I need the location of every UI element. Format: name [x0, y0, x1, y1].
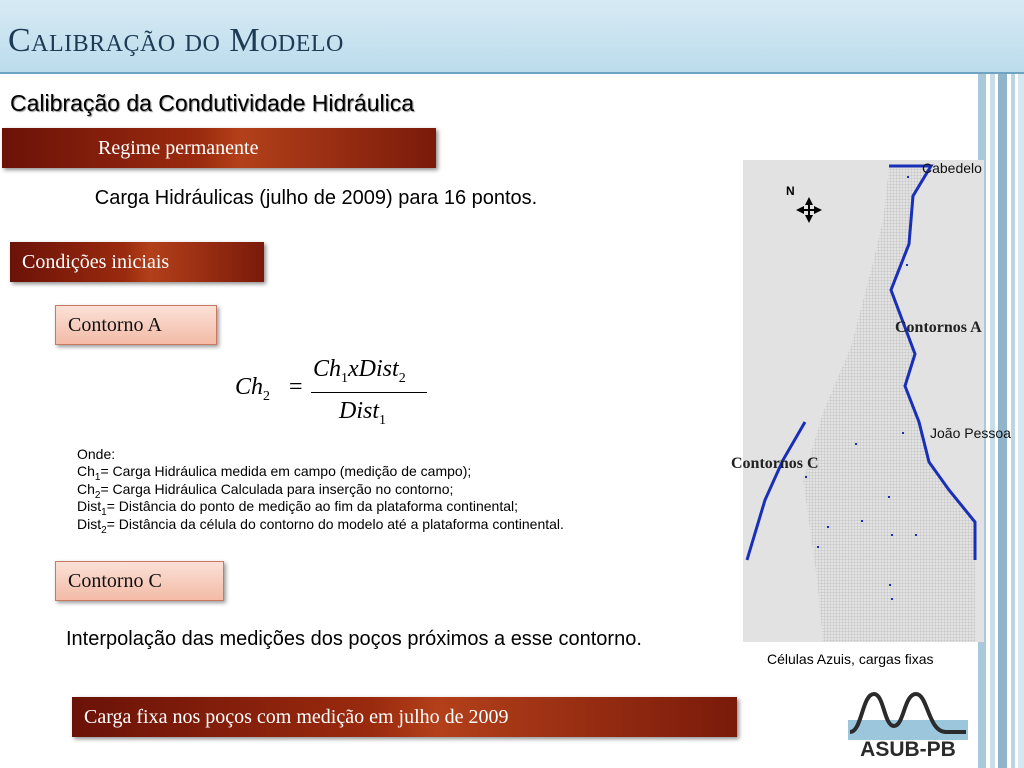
north-label: N: [786, 184, 795, 198]
model-domain-area: [803, 166, 975, 642]
formula-numerator: $Ch_1xDist_2$: [313, 356, 406, 386]
contorno-a-label: Contorno A: [68, 313, 162, 336]
carga-fixa-label: Carga fixa nos poços com medição em julho de 2009: [84, 705, 509, 728]
right-decorative-stripes: [978, 74, 1024, 768]
condicoes-iniciais-banner: [10, 242, 264, 282]
carga-fixa-banner: [72, 697, 737, 737]
slide-title: Calibração do Modelo: [8, 22, 344, 59]
asub-pb-logo: [848, 688, 968, 764]
logo-text: ASUB-PB: [860, 738, 956, 761]
definition-dist1: Dist$_1$= Distância do ponto de medição ao fim da plataforma continental;: [77, 498, 518, 519]
model-domain-svg: [743, 160, 984, 642]
joao-pessoa-label: João Pessoa: [930, 425, 1011, 441]
definition-ch2: $Ch_2=$ Carga Hidráulica Calculada para inserção no contorno;: [77, 480, 454, 501]
model-grid-map: [743, 160, 984, 642]
contornos-a-label: Contornos A: [895, 319, 982, 336]
calibration-formula: [235, 356, 435, 434]
carga-hidraulica-text: Carga Hidráulicas (julho de 2009) para 16 pontos.: [94, 187, 538, 209]
cabedelo-label: Cabedelo: [922, 160, 982, 176]
formula-lhs: $Ch_2$: [235, 374, 271, 404]
contornos-c-label: Contornos C: [731, 455, 819, 472]
regime-permanente-label: Regime permanente: [98, 136, 259, 159]
formula-lhs-sub: 2: [263, 388, 271, 404]
contorno-c-boundary: [747, 422, 805, 560]
interpolacao-text: Interpolação das medições dos poços próximos a esse contorno.: [66, 628, 642, 650]
contorno-c-label: Contorno C: [68, 569, 162, 592]
map-caption: Células Azuis, cargas fixas: [767, 651, 934, 667]
contorno-c-box: [55, 561, 224, 601]
contorno-a-box: [55, 305, 217, 345]
regime-permanente-banner: [2, 128, 436, 168]
compass-icon: [794, 195, 824, 225]
onde-label: Onde:: [77, 446, 116, 462]
definition-ch1: $Ch_1=$ Carga Hidráulica medida em campo (medição de campo);: [77, 463, 472, 484]
formula-fraction-line: [311, 392, 427, 393]
formula-equals: =: [289, 374, 303, 400]
section-subtitle: Calibração da Condutividade Hidráulica: [10, 90, 415, 116]
definition-dist2: Dist$_2$= Distância da célula do contorno do modelo até a plataforma continental.: [77, 515, 564, 536]
title-banner: [0, 0, 1024, 74]
wave-logo-icon: [848, 688, 968, 740]
condicoes-iniciais-label: Condições iniciais: [22, 250, 170, 273]
variable-definitions: [77, 446, 564, 536]
formula-denominator: Dist$_1$: [339, 398, 387, 428]
